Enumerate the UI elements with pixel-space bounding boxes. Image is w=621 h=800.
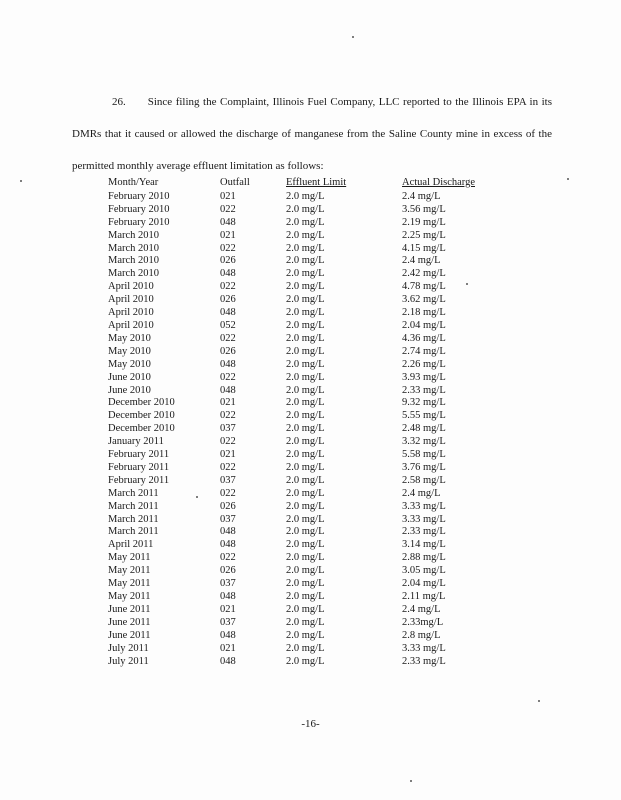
table-row <box>108 307 502 320</box>
cell-outfall: 022 <box>220 487 236 499</box>
cell-actual-discharge: 3.33 mg/L <box>402 513 446 525</box>
cell-outfall: 048 <box>220 358 236 370</box>
cell-effluent-limit: 2.0 mg/L <box>286 281 325 293</box>
cell-effluent-limit: 2.0 mg/L <box>286 642 325 654</box>
cell-month-year: June 2011 <box>108 616 151 628</box>
cell-effluent-limit: 2.0 mg/L <box>286 294 325 306</box>
cell-actual-discharge: 2.33 mg/L <box>402 655 446 667</box>
cell-outfall: 022 <box>220 436 236 448</box>
cell-actual-discharge: 9.32 mg/L <box>402 397 446 409</box>
cell-actual-discharge: 3.33 mg/L <box>402 642 446 654</box>
table-row <box>108 591 502 604</box>
table-row <box>108 449 502 462</box>
cell-month-year: April 2011 <box>108 539 154 551</box>
cell-actual-discharge: 2.42 mg/L <box>402 268 446 280</box>
cell-actual-discharge: 2.04 mg/L <box>402 319 446 331</box>
cell-outfall: 026 <box>220 345 236 357</box>
cell-effluent-limit: 2.0 mg/L <box>286 461 325 473</box>
cell-actual-discharge: 2.33 mg/L <box>402 384 446 396</box>
scan-speck <box>538 700 540 702</box>
cell-outfall: 021 <box>220 229 236 241</box>
cell-effluent-limit: 2.0 mg/L <box>286 591 325 602</box>
cell-effluent-limit: 2.0 mg/L <box>286 436 325 448</box>
cell-effluent-limit: 2.0 mg/L <box>286 319 325 331</box>
cell-outfall: 022 <box>220 552 236 564</box>
table-row <box>108 230 502 243</box>
cell-month-year: July 2011 <box>108 642 149 654</box>
cell-effluent-limit: 2.0 mg/L <box>286 242 325 254</box>
cell-month-year: April 2010 <box>108 281 154 293</box>
scan-speck <box>20 180 22 182</box>
cell-effluent-limit: 2.0 mg/L <box>286 526 325 538</box>
cell-month-year: June 2011 <box>108 629 151 641</box>
cell-outfall: 022 <box>220 281 236 293</box>
cell-actual-discharge: 2.04 mg/L <box>402 578 446 590</box>
cell-outfall: 022 <box>220 461 236 473</box>
table-row <box>108 423 502 436</box>
header-effluent-limit: Effluent Limit <box>286 177 347 188</box>
cell-actual-discharge: 2.4 mg/L <box>402 190 441 202</box>
table-row <box>108 204 502 217</box>
cell-effluent-limit: 2.0 mg/L <box>286 552 325 564</box>
table-row <box>108 475 502 488</box>
cell-outfall: 048 <box>220 526 236 538</box>
cell-month-year: July 2011 <box>108 655 149 667</box>
cell-outfall: 037 <box>220 423 236 435</box>
cell-actual-discharge: 2.58 mg/L <box>402 474 446 486</box>
cell-actual-discharge: 3.33 mg/L <box>402 500 446 512</box>
scan-speck <box>567 178 569 180</box>
table-row <box>108 436 502 449</box>
cell-effluent-limit: 2.0 mg/L <box>286 474 325 486</box>
table-row <box>108 630 502 643</box>
cell-month-year: April 2010 <box>108 307 154 319</box>
table-row <box>108 359 502 372</box>
cell-effluent-limit: 2.0 mg/L <box>286 500 325 512</box>
table-row <box>108 552 502 565</box>
table-row <box>108 604 502 617</box>
cell-month-year: May 2010 <box>108 332 151 344</box>
cell-month-year: March 2010 <box>108 229 160 241</box>
cell-month-year: June 2011 <box>108 603 151 615</box>
cell-effluent-limit: 2.0 mg/L <box>286 603 325 615</box>
cell-effluent-limit: 2.0 mg/L <box>286 410 325 422</box>
cell-actual-discharge: 2.26 mg/L <box>402 358 446 370</box>
cell-actual-discharge: 5.55 mg/L <box>402 410 446 422</box>
cell-outfall: 022 <box>220 203 236 215</box>
cell-actual-discharge: 2.74 mg/L <box>402 345 446 357</box>
cell-month-year: December 2010 <box>108 423 175 435</box>
cell-outfall: 026 <box>220 565 236 577</box>
cell-outfall: 022 <box>220 371 236 383</box>
manganese-discharge-table <box>108 177 502 668</box>
cell-actual-discharge: 3.32 mg/L <box>402 436 446 448</box>
table-row <box>108 372 502 385</box>
cell-month-year: March 2011 <box>108 526 159 538</box>
table-row <box>108 346 502 359</box>
paragraph-text: Since filing the Complaint, Illinois Fuel Company, LLC reported to the Illinois EPA in its DMRs that it caused or allowed the discharge of manganese from the Saline County mine in excess of the permitted monthly average effluent limitation as follows: <box>72 96 552 172</box>
cell-month-year: December 2010 <box>108 410 175 422</box>
cell-month-year: May 2011 <box>108 552 151 564</box>
cell-actual-discharge: 3.62 mg/L <box>402 294 446 306</box>
table-row <box>108 333 502 346</box>
cell-month-year: May 2011 <box>108 591 151 602</box>
cell-actual-discharge: 5.58 mg/L <box>402 449 446 461</box>
table-row <box>108 488 502 501</box>
cell-outfall: 026 <box>220 255 236 267</box>
cell-outfall: 048 <box>220 655 236 667</box>
cell-month-year: February 2010 <box>108 203 170 215</box>
cell-effluent-limit: 2.0 mg/L <box>286 384 325 396</box>
table-row <box>108 643 502 656</box>
cell-month-year: June 2010 <box>108 384 151 396</box>
cell-effluent-limit: 2.0 mg/L <box>286 345 325 357</box>
cell-effluent-limit: 2.0 mg/L <box>286 229 325 241</box>
cell-outfall: 021 <box>220 190 236 202</box>
cell-month-year: April 2010 <box>108 319 154 331</box>
table-row <box>108 501 502 514</box>
cell-effluent-limit: 2.0 mg/L <box>286 449 325 461</box>
cell-actual-discharge: 2.48 mg/L <box>402 423 446 435</box>
cell-actual-discharge: 2.11 mg/L <box>402 591 446 602</box>
cell-actual-discharge: 3.93 mg/L <box>402 371 446 383</box>
cell-outfall: 048 <box>220 268 236 280</box>
cell-outfall: 048 <box>220 216 236 228</box>
cell-month-year: May 2011 <box>108 578 151 590</box>
table-row <box>108 320 502 333</box>
header-outfall: Outfall <box>220 177 250 188</box>
scan-speck <box>466 283 468 285</box>
cell-month-year: March 2011 <box>108 487 159 499</box>
cell-effluent-limit: 2.0 mg/L <box>286 565 325 577</box>
cell-month-year: February 2011 <box>108 474 170 486</box>
cell-effluent-limit: 2.0 mg/L <box>286 655 325 667</box>
cell-outfall: 037 <box>220 474 236 486</box>
cell-effluent-limit: 2.0 mg/L <box>286 268 325 280</box>
cell-outfall: 026 <box>220 294 236 306</box>
cell-effluent-limit: 2.0 mg/L <box>286 307 325 319</box>
cell-actual-discharge: 3.76 mg/L <box>402 461 446 473</box>
cell-actual-discharge: 3.05 mg/L <box>402 565 446 577</box>
cell-effluent-limit: 2.0 mg/L <box>286 616 325 628</box>
cell-month-year: March 2010 <box>108 242 160 254</box>
cell-actual-discharge: 2.4 mg/L <box>402 255 441 267</box>
page-number: -16- <box>301 718 320 730</box>
cell-month-year: April 2010 <box>108 294 154 306</box>
cell-actual-discharge: 2.33 mg/L <box>402 526 446 538</box>
table-row <box>108 397 502 410</box>
table-row <box>108 191 502 204</box>
cell-outfall: 021 <box>220 642 236 654</box>
cell-actual-discharge: 2.19 mg/L <box>402 216 446 228</box>
cell-effluent-limit: 2.0 mg/L <box>286 423 325 435</box>
table-row <box>108 462 502 475</box>
cell-effluent-limit: 2.0 mg/L <box>286 397 325 409</box>
header-actual-discharge: Actual Discharge <box>402 177 475 188</box>
cell-actual-discharge: 2.4 mg/L <box>402 487 441 499</box>
cell-month-year: March 2011 <box>108 513 159 525</box>
cell-effluent-limit: 2.0 mg/L <box>286 255 325 267</box>
cell-outfall: 022 <box>220 242 236 254</box>
cell-outfall: 021 <box>220 397 236 409</box>
table-row <box>108 539 502 552</box>
cell-month-year: May 2010 <box>108 345 151 357</box>
cell-month-year: May 2010 <box>108 358 151 370</box>
table-row <box>108 243 502 256</box>
table-row <box>108 281 502 294</box>
cell-effluent-limit: 2.0 mg/L <box>286 203 325 215</box>
cell-outfall: 037 <box>220 513 236 525</box>
cell-month-year: December 2010 <box>108 397 175 409</box>
header-month-year: Month/Year <box>108 177 159 188</box>
cell-month-year: March 2010 <box>108 255 160 267</box>
cell-effluent-limit: 2.0 mg/L <box>286 190 325 202</box>
cell-actual-discharge: 4.78 mg/L <box>402 281 446 293</box>
cell-outfall: 048 <box>220 307 236 319</box>
table-row <box>108 578 502 591</box>
cell-actual-discharge: 3.56 mg/L <box>402 203 446 215</box>
cell-outfall: 026 <box>220 500 236 512</box>
scan-speck <box>196 496 198 498</box>
cell-month-year: June 2010 <box>108 371 151 383</box>
table-row <box>108 255 502 268</box>
cell-month-year: February 2010 <box>108 216 170 228</box>
table-row <box>108 656 502 669</box>
table-row <box>108 617 502 630</box>
paragraph-number: 26. <box>112 96 126 108</box>
table-row <box>108 385 502 398</box>
cell-effluent-limit: 2.0 mg/L <box>286 371 325 383</box>
cell-outfall: 037 <box>220 616 236 628</box>
cell-actual-discharge: 2.88 mg/L <box>402 552 446 564</box>
cell-actual-discharge: 2.18 mg/L <box>402 307 446 319</box>
paragraph-26 <box>72 86 552 182</box>
cell-actual-discharge: 2.25 mg/L <box>402 229 446 241</box>
cell-effluent-limit: 2.0 mg/L <box>286 513 325 525</box>
cell-outfall: 021 <box>220 603 236 615</box>
table-row <box>108 217 502 230</box>
cell-outfall: 022 <box>220 410 236 422</box>
cell-effluent-limit: 2.0 mg/L <box>286 332 325 344</box>
cell-actual-discharge: 2.33mg/L <box>402 616 444 628</box>
cell-outfall: 048 <box>220 629 236 641</box>
table-row <box>108 294 502 307</box>
cell-effluent-limit: 2.0 mg/L <box>286 358 325 370</box>
cell-outfall: 022 <box>220 332 236 344</box>
table-body <box>108 191 502 669</box>
cell-actual-discharge: 4.15 mg/L <box>402 242 446 254</box>
cell-effluent-limit: 2.0 mg/L <box>286 216 325 228</box>
cell-effluent-limit: 2.0 mg/L <box>286 578 325 590</box>
scan-speck <box>352 36 354 38</box>
cell-month-year: February 2010 <box>108 190 170 202</box>
table-row <box>108 514 502 527</box>
cell-outfall: 048 <box>220 539 236 551</box>
cell-actual-discharge: 4.36 mg/L <box>402 332 446 344</box>
cell-outfall: 021 <box>220 449 236 461</box>
cell-actual-discharge: 3.14 mg/L <box>402 539 446 551</box>
table-row <box>108 526 502 539</box>
cell-month-year: January 2011 <box>108 436 164 448</box>
cell-outfall: 048 <box>220 384 236 396</box>
cell-month-year: March 2011 <box>108 500 159 512</box>
cell-month-year: February 2011 <box>108 449 170 461</box>
cell-month-year: February 2011 <box>108 461 170 473</box>
cell-month-year: March 2010 <box>108 268 160 280</box>
cell-month-year: May 2011 <box>108 565 151 577</box>
cell-effluent-limit: 2.0 mg/L <box>286 539 325 551</box>
table-row <box>108 268 502 281</box>
table-row <box>108 565 502 578</box>
scan-speck <box>410 780 412 782</box>
cell-effluent-limit: 2.0 mg/L <box>286 487 325 499</box>
table-row <box>108 410 502 423</box>
cell-actual-discharge: 2.8 mg/L <box>402 629 441 641</box>
cell-outfall: 048 <box>220 591 236 602</box>
cell-outfall: 052 <box>220 319 236 331</box>
cell-actual-discharge: 2.4 mg/L <box>402 603 441 615</box>
cell-outfall: 037 <box>220 578 236 590</box>
cell-effluent-limit: 2.0 mg/L <box>286 629 325 641</box>
table-header-row <box>108 177 502 191</box>
